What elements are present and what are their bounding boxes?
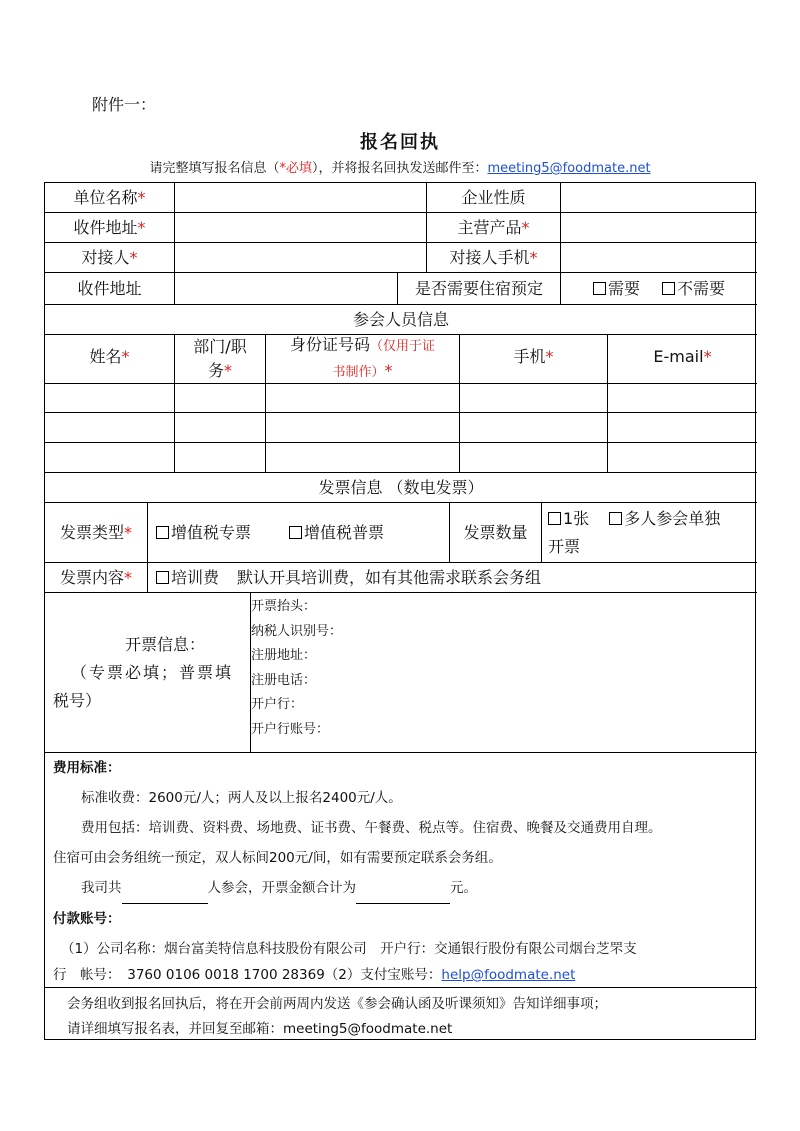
bank-field[interactable]: 开户行： [251, 697, 304, 712]
alipay-link[interactable]: help@foodmate.net [441, 967, 576, 983]
attachment-label: 附件一： [92, 95, 157, 114]
registered-phone-field[interactable]: 注册电话： [251, 672, 317, 688]
invoice-content-options [148, 563, 757, 593]
accommodation-options [561, 273, 757, 305]
content-note: 默认开具培训费，如有其他需求联系会务组 [237, 567, 542, 587]
company-type-field[interactable] [561, 183, 757, 213]
need-checkbox[interactable] [593, 282, 606, 295]
fee-heading: 费用标准： [53, 760, 121, 776]
payment-line-2: 行 帐号： 3760 0106 0018 1700 28369（2）支付宝账号：help@foodmate.net [53, 967, 576, 983]
attendee-row-1-phone[interactable] [460, 384, 608, 413]
attendee-info-header: 参会人员信息 [45, 305, 757, 335]
main-product-field[interactable] [561, 213, 757, 243]
bank-account-field[interactable]: 开户行账号： [251, 721, 330, 737]
mail-address-2-field[interactable] [175, 273, 398, 305]
invoice-type-options [148, 503, 450, 563]
taxpayer-id-field[interactable]: 纳税人识别号： [251, 623, 343, 639]
fee-summary: 我司共 人参会，开票金额合计为 元。 [45, 873, 757, 904]
contact-field[interactable] [175, 243, 427, 273]
contact-phone-label: 对接人手机 * [427, 243, 561, 273]
attendee-row-2-dept[interactable] [175, 413, 266, 443]
billing-info-label: 开票信息： （专票必填；普票填 税号） [45, 593, 251, 753]
vat-special-checkbox[interactable] [156, 526, 169, 539]
attendee-row-3-id[interactable] [266, 443, 460, 473]
col-phone-header: 手机 * [460, 335, 608, 384]
col-id-header: 身份证号码（仅用于证 书制作）* [266, 335, 460, 384]
payment-heading: 付款账号： [53, 911, 121, 927]
attendee-row-2-name[interactable] [45, 413, 175, 443]
multi-invoice-label: 多人参会单独 [624, 509, 721, 528]
company-type-label: 企业性质 [427, 183, 561, 213]
subtitle-text: 请完整填写报名信息（ [149, 161, 280, 176]
no-need-label: 不需要 [677, 278, 726, 298]
page-title: 报名回执 [360, 132, 440, 153]
multi-invoice-checkbox[interactable] [609, 512, 622, 525]
vat-special-label: 增值税专票 [171, 522, 252, 542]
invoice-type-label: 发票类型 * [45, 503, 148, 563]
attendee-row-3-dept[interactable] [175, 443, 266, 473]
payment-line-1: （1）公司名称：烟台富美特信息科技股份有限公司 开户行：交通银行股份有限公司烟台芝罘支 [61, 941, 637, 957]
one-invoice-label: 1张 [563, 509, 590, 528]
no-need-checkbox[interactable] [662, 282, 675, 295]
attendee-row-2-phone[interactable] [460, 413, 608, 443]
mail-address-2-label: 收件地址 [45, 273, 175, 305]
fee-section [45, 753, 757, 990]
required-note: *必填 [279, 161, 312, 176]
subtitle-text-2: ），并将报名回执发送邮件至： [311, 161, 488, 176]
contact-label: 对接人 * [45, 243, 175, 273]
attendee-row-1-id[interactable] [266, 384, 460, 413]
attendee-row-3-phone[interactable] [460, 443, 608, 473]
invoice-qty-label: 发票数量 [450, 503, 542, 563]
need-label: 需要 [607, 278, 640, 298]
attendee-count-blank[interactable] [122, 873, 208, 904]
attendee-row-2-email[interactable] [608, 413, 757, 443]
notice-line-2: 请详细填写报名表，并回复至邮箱：meeting5@foodmate.net [67, 1021, 453, 1037]
registered-address-field[interactable]: 注册地址： [251, 648, 317, 663]
col-email-header: E-mail * [608, 335, 757, 384]
col-dept-header: 部门/职 务* [175, 335, 266, 384]
billing-title-field[interactable]: 开票抬头： [251, 599, 317, 614]
email-link[interactable]: meeting5@foodmate.net [487, 161, 651, 176]
attendee-row-1-email[interactable] [608, 384, 757, 413]
invoice-qty-options [542, 503, 757, 563]
unit-name-label: 单位名称 * [45, 183, 175, 213]
col-name-header: 姓名 * [45, 335, 175, 384]
notice-section [45, 987, 757, 1042]
training-fee-checkbox[interactable] [156, 571, 169, 584]
vat-normal-label: 增值税普票 [304, 522, 385, 542]
one-invoice-checkbox[interactable] [548, 512, 561, 525]
mail-address-label: 收件地址 * [45, 213, 175, 243]
fee-standard: 标准收费：2600元/人；两人及以上报名2400元/人。 [81, 790, 402, 806]
accommodation-label: 是否需要住宿预定 [398, 273, 561, 305]
invoice-info-header: 发票信息 （数电发票） [45, 473, 757, 503]
contact-phone-field[interactable] [561, 243, 757, 273]
unit-name-field[interactable] [175, 183, 427, 213]
multi-invoice-label-2: 开票 [548, 537, 581, 556]
fee-includes: 费用包括：培训费、资料费、场地费、证书费、午餐费、税点等。住宿费、晚餐及交通费用自理。 [81, 820, 662, 836]
vat-normal-checkbox[interactable] [289, 526, 302, 539]
mail-address-field[interactable] [175, 213, 427, 243]
fee-accommodation: 住宿可由会务组统一预定，双人标间200元/间，如有需要预定联系会务组。 [53, 850, 502, 866]
invoice-amount-blank[interactable] [356, 873, 450, 904]
attendee-row-3-name[interactable] [45, 443, 175, 473]
attendee-row-2-id[interactable] [266, 413, 460, 443]
training-fee-label: 培训费 [171, 567, 220, 587]
main-product-label: 主营产品 * [427, 213, 561, 243]
subtitle [0, 157, 800, 176]
notice-line-1: 会务组收到报名回执后，将在开会前两周内发送《参会确认函及听课须知》告知详细事项； [67, 996, 607, 1012]
billing-field-list [251, 595, 342, 742]
attendee-row-1-dept[interactable] [175, 384, 266, 413]
registration-form [44, 182, 756, 1040]
attendee-row-3-email[interactable] [608, 443, 757, 473]
invoice-content-label: 发票内容 * [45, 563, 148, 593]
attendee-row-1-name[interactable] [45, 384, 175, 413]
